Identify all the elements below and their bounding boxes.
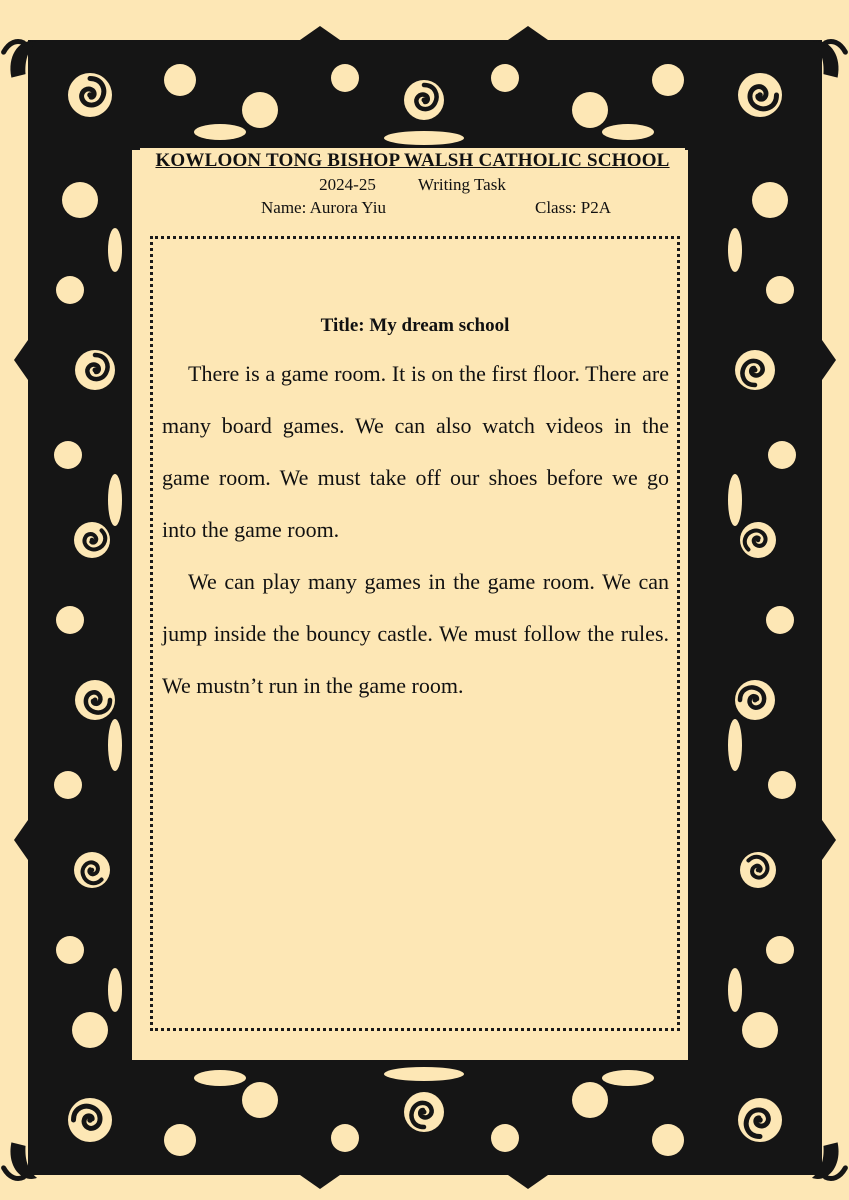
school-year: 2024-25: [319, 175, 376, 194]
essay-title: Title: My dream school: [320, 315, 510, 336]
writing-area: [150, 236, 680, 1031]
task-type: Writing Task: [417, 175, 506, 194]
essay-body: [162, 348, 669, 712]
worksheet-header: [140, 148, 685, 220]
essay-paragraph: There is a game room. It is on the first floor. There are many board games. We can also watch videos in the game room. We must take off our shoes before we go into the game room.: [162, 361, 669, 542]
student-class: Class: P2A: [535, 198, 612, 217]
student-info: [140, 196, 685, 220]
school-name: KOWLOON TONG BISHOP WALSH CATHOLIC SCHOOL: [155, 150, 670, 171]
essay-paragraph: We can play many games in the game room. We can jump inside the bouncy castle. We must follow the rules. We mustn’t run in the game room.: [162, 569, 669, 698]
student-name: Name: Aurora Yiu: [261, 198, 386, 217]
task-line: [140, 174, 685, 196]
